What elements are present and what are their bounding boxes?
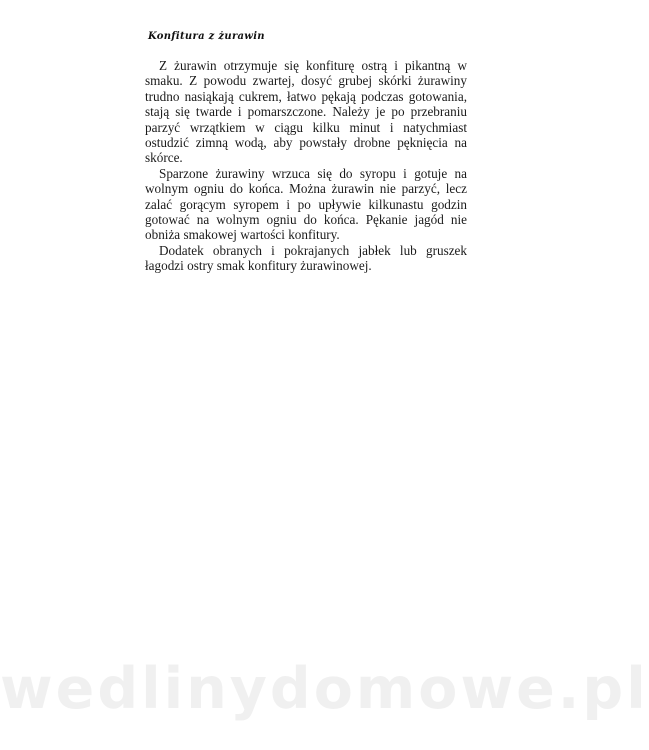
paragraph-tip: Dodatek obranych i pokrajanych jabłek lub gruszek łagodzi ostry smak konfitury żurawinowej. [145,242,467,274]
paragraph-preparation: Z żurawin otrzymuje się konfiturę ostrą i pikantną w smaku. Z powodu zwartej, dosyć grubej skórki żurawiny trudno nasiąkają cukrem, łatwo pękają podczas gotowania, stają się twarde i pomarszczone. Należy je po przebraniu parzyć wrzątkiem w ciągu kilku minut i natychmiast ostudzić zimną wodą, aby powstały drobne pęknięcia na skórce. [145,58,467,166]
site-watermark: wedlinydomowe.pl [0,656,649,722]
recipe-title: Konfitura z żurawin [148,31,265,42]
paragraph-cooking: Sparzone żurawiny wrzuca się do syropu i gotuje na wolnym ogniu do końca. Można żurawin nie parzyć, lecz zalać gorącym syropem i po upływie kilkunastu godzin gotować na wolnym ogniu do końca. Pękanie jagód nie obniża smakowej wartości konfitury. [145,165,467,243]
recipe-body [145,58,467,274]
